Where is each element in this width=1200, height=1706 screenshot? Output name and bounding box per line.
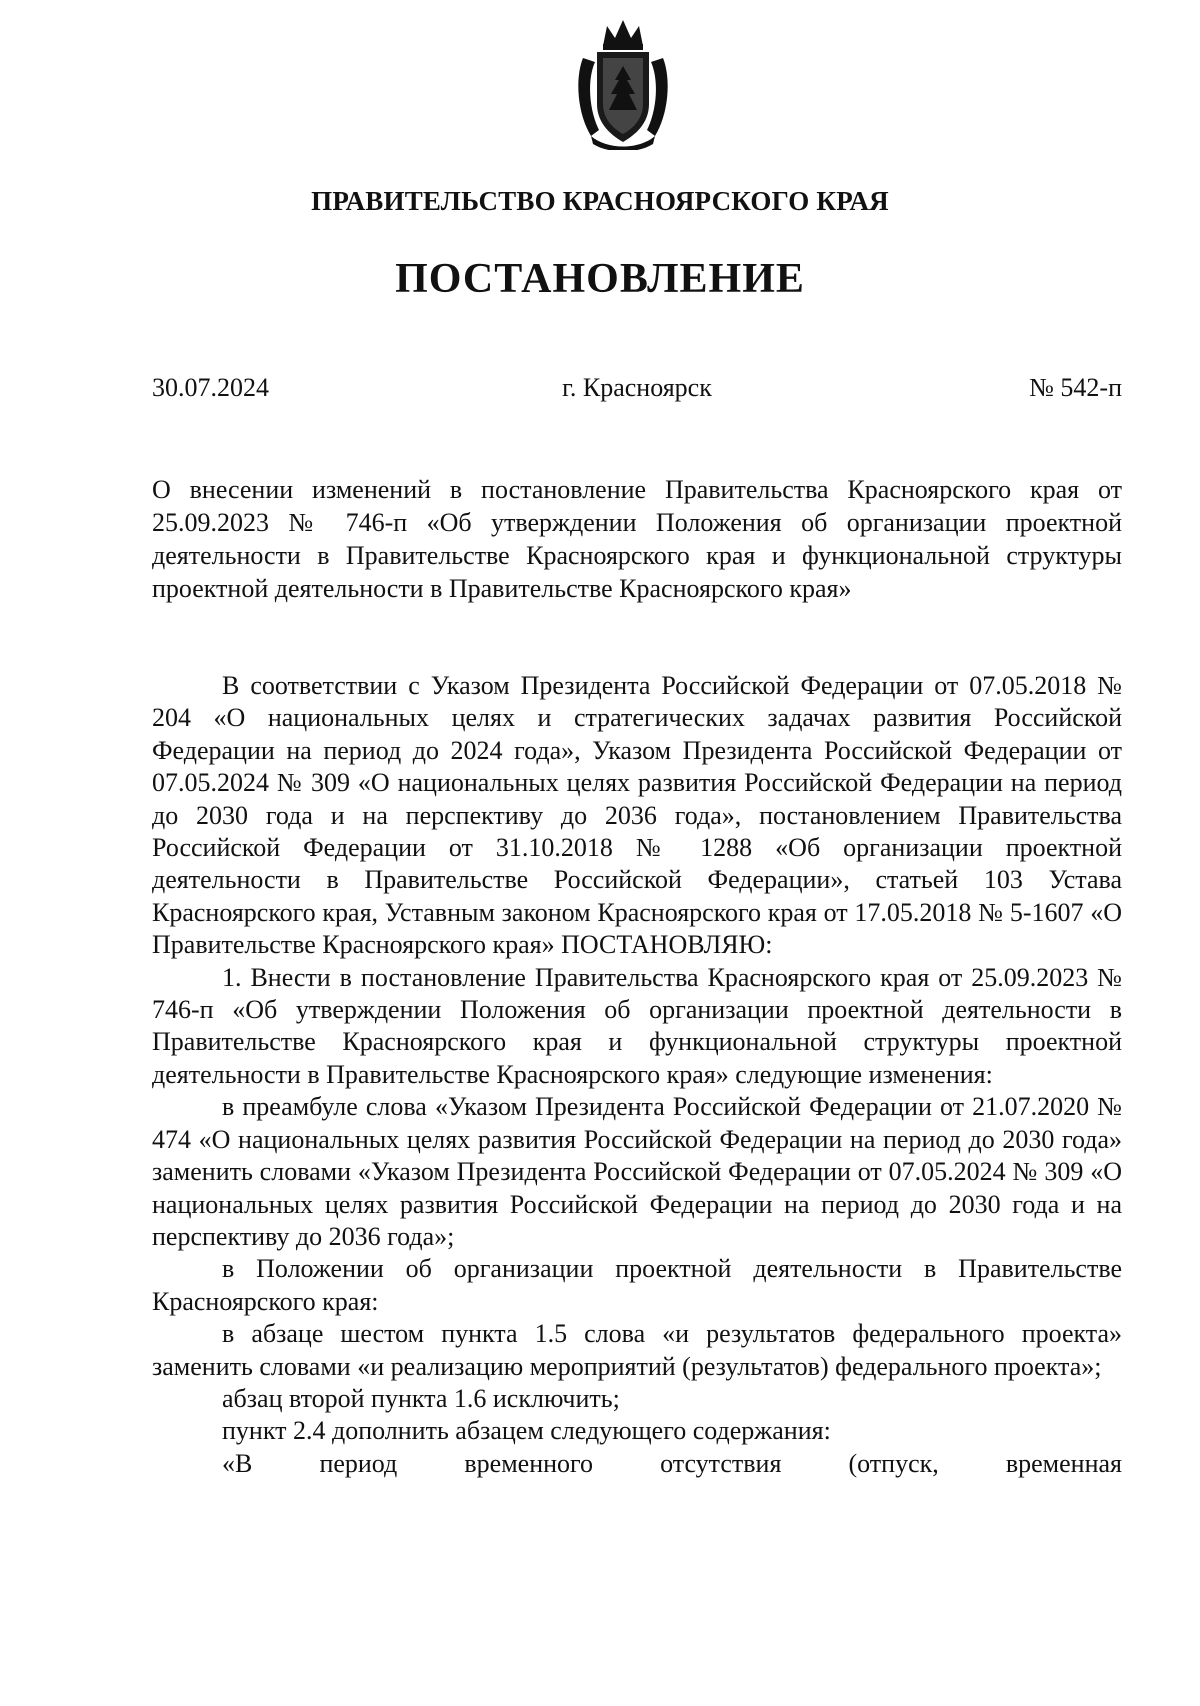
document-city: г. Красноярск xyxy=(562,373,712,402)
document-body xyxy=(152,670,1122,1480)
document-date: 30.07.2024 xyxy=(152,373,269,402)
paragraph-preamble-change: в преамбуле слова «Указом Президента Российской Федерации от 21.07.2020 № 474 «О национальных целях развития Российской Федерации на период до 2030 года» заменить словами «Указом Президента Российской Федерации от 07.05.2024 № 309 «О национальных целях развития Российской Федерации на период до 2030 года и на перспективу до 2036 года»; xyxy=(152,1092,1122,1251)
paragraph-clause-1-5: в абзаце шестом пункта 1.5 слова «и результатов федерального проекта» заменить словами «и реализацию мероприятий (результатов) федерального проекта»; xyxy=(152,1319,1122,1381)
paragraph-clause-1-6: абзац второй пункта 1.6 исключить; xyxy=(222,1383,620,1413)
document-type-title: ПОСТАНОВЛЕНИЕ xyxy=(395,256,805,302)
paragraph-regulation-changes: в Положении об организации проектной деятельности в Правительстве Красноярского края: xyxy=(152,1254,1122,1316)
coat-of-arms-icon xyxy=(573,18,673,150)
document-subject: О внесении изменений в постановление Правительства Красноярского края от 25.09.2023 № 746-п «Об утверждении Положения об организации проектной деятельности в Правительстве Красноярского края и функциональной структуры проектной деятельности в Правительстве Красноярского края» xyxy=(152,475,1122,603)
paragraph-preamble: В соответствии с Указом Президента Российской Федерации от 07.05.2018 № 204 «О национальных целях и стратегических задачах развития Российской Федерации на период до 2024 года», Указом Президента Российской Федерации от 07.05.2024 № 309 «О национальных целях развития Российской Федерации на период до 2030 года и на перспективу до 2036 года», постановлением Правительства Российской Федерации от 31.10.2018 № 1288 «Об организации проектной деятельности в Правительстве Российской Федерации», статьей 103 Устава Красноярского края, Уставным законом Красноярского края от 17.05.2018 № 5-1607 «О Правительстве Красноярского края» ПОСТАНОВЛЯЮ: xyxy=(152,671,1122,960)
paragraph-clause-2-4: пункт 2.4 дополнить абзацем следующего содержания: xyxy=(222,1416,831,1446)
paragraph-item-1: 1. Внести в постановление Правительства Красноярского края от 25.09.2023 № 746-п «Об утверждении Положения об организации проектной деятельности в Правительстве Красноярского края и функциональной структуры проектной деятельности в Правительстве Красноярского края» следующие изменения: xyxy=(152,962,1122,1089)
document-number: № 542-п xyxy=(1029,373,1122,402)
paragraph-clause-2-4-text: «В период временного отсутствия (отпуск, временная xyxy=(222,1448,1122,1478)
document-meta-row xyxy=(152,373,1122,409)
organization-title: ПРАВИТЕЛЬСТВО КРАСНОЯРСКОГО КРАЯ xyxy=(311,186,889,216)
